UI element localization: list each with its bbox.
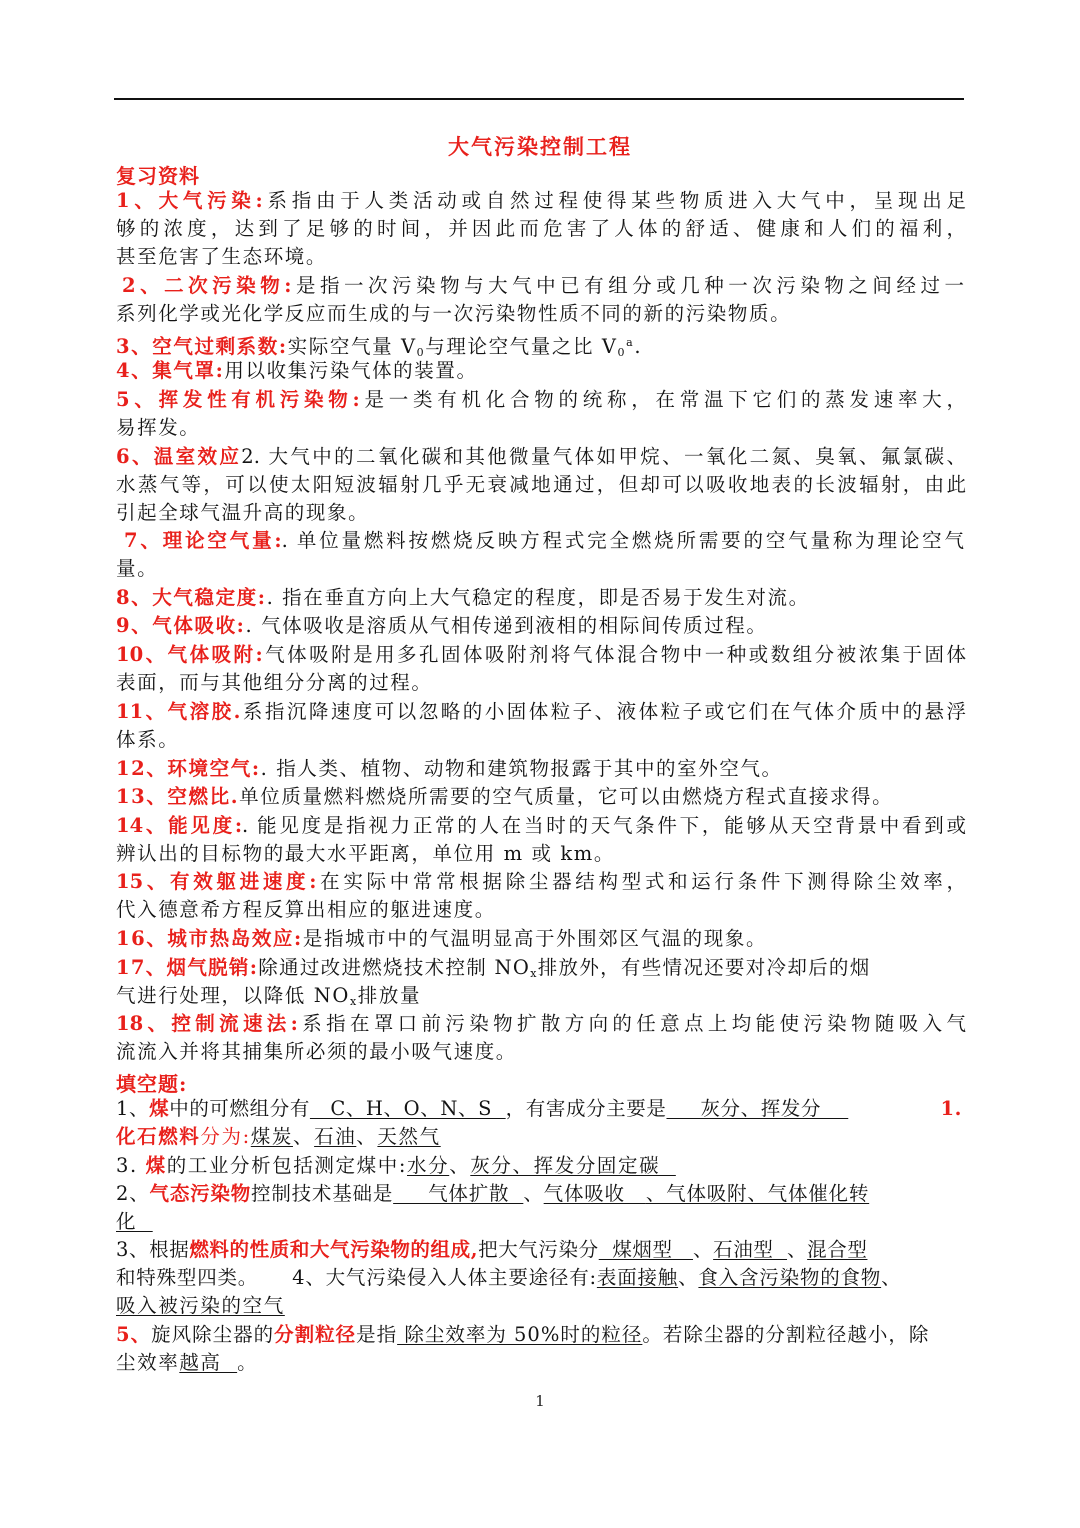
def-18-term: 18、控制流速法: — [116, 1012, 298, 1035]
fill-q3-line-1: 3. 煤的工业分析包括测定煤中:水分、灰分、挥发分固定碳 — [116, 1154, 676, 1177]
fill-q1-line-1: 1、煤中的可燃组分有 C、H、O、N、S ，有害成分主要是 灰分、挥发分 1. — [116, 1097, 962, 1120]
fill-q5-line-1: 5、旋风除尘器的分割粒径是指 除尘效率为 50%时的粒径。若除尘器的分割粒径越小，除 — [116, 1323, 930, 1346]
def-5-line-2: 易挥发。 — [116, 416, 201, 439]
def-6-line-2: 水蒸气等，可以使太阳短波辐射几乎无衰减地通过，但却可以吸收地表的长波辐射，由此 — [116, 473, 966, 496]
def-15-line-1: 15、有效躯进速度:在实际中常常根据除尘器结构型式和运行条件下测得除尘效率， — [116, 870, 966, 893]
def-17-term: 17、烟气脱销: — [116, 956, 259, 979]
def-17-line-1: 17、烟气脱销:除通过改进燃烧技术控制 $NO_x$排放外，有些情况还要对冷却后的烟 — [116, 956, 871, 980]
def-3-term: 3、空气过剩系数: — [116, 335, 288, 358]
def-6-line-3: 引起全球气温升高的现象。 — [116, 501, 370, 524]
def-15-line-2: 代入德意希方程反算出相应的躯进速度。 — [116, 898, 496, 921]
def-16-term: 16、城市热岛效应: — [116, 927, 303, 950]
def-14-line-2: 辨认出的目标物的最大水平距离，单位用 m 或 km。 — [116, 842, 615, 865]
def-8-line-1: 8、大气稳定度:. 指在垂直方向上大气稳定的程度，即是否易于发生对流。 — [116, 586, 810, 609]
def-2-term: 2、二次污染物: — [122, 274, 292, 297]
def-4-term: 4、集气罩: — [116, 359, 225, 382]
def-11-term: 11、气溶胶. — [116, 700, 241, 723]
fill-q2-line-2: 化 — [116, 1210, 153, 1233]
def-1-term: 1、大气污染: — [116, 189, 263, 212]
page-number: 1 — [535, 1392, 545, 1410]
def-1-line-3: 甚至危害了生态环境。 — [116, 245, 328, 268]
fill-q4-line-2: 吸入被污染的空气 — [116, 1294, 285, 1317]
def-7-line-2: 量。 — [116, 557, 159, 580]
def-6-line-1: 6、温室效应2. 大气中的二氧化碳和其他微量气体如甲烷、一氧化二氮、臭氧、氟氯碳、 — [116, 445, 966, 468]
def-13-term: 13、空燃比. — [116, 785, 240, 808]
page-title: 大气污染控制工程 — [448, 134, 632, 159]
def-2-line-1: 2、二次污染物:是指一次污染物与大气中已有组分或几种一次污染物之间经过一 — [122, 274, 964, 297]
def-18-line-1: 18、控制流速法:系指在罩口前污染物扩散方向的任意点上均能使污染物随吸入气 — [116, 1012, 966, 1035]
def-4-line-1: 4、集气罩:用以收集污染气体的装置。 — [116, 359, 478, 382]
def-17-line-2: 气进行处理，以降低 $NO_x$排放量 — [116, 984, 422, 1008]
def-8-term: 8、大气稳定度: — [116, 586, 267, 609]
fill-q4-line-1: 和特殊型四类。 4、大气污染侵入人体主要途径有:表面接触、食入含污染物的食物、 — [116, 1266, 902, 1289]
blank: 灰分、挥发分 — [666, 1097, 849, 1120]
header-rule — [114, 98, 964, 100]
review-heading: 复习资料 — [116, 164, 200, 188]
def-9-term: 9、气体吸收: — [116, 614, 246, 637]
def-1-line-1: 1、大气污染:系指由于人类活动或自然过程使得某些物质进入大气中，呈现出足 — [116, 189, 966, 212]
def-9-line-1: 9、气体吸收:. 气体吸收是溶质从气相传递到液相的相际间传质过程。 — [116, 614, 768, 637]
def-1-line-2: 够的浓度，达到了足够的时间，并因此而危害了人体的舒适、健康和人们的福利， — [116, 217, 966, 240]
def-15-term: 15、有效躯进速度: — [116, 870, 317, 893]
def-12-term: 12、环境空气: — [116, 757, 261, 780]
def-14-line-1: 14、能见度:. 能见度是指视力正常的人在当时的天气条件下，能够从天空背景中看到或 — [116, 814, 966, 837]
def-10-line-2: 表面，而与其他组分分离的过程。 — [116, 671, 433, 694]
def-6-term: 6、温室效应 — [116, 445, 242, 468]
def-7-line-1: 7、理论空气量:. 单位量燃料按燃烧反映方程式完全燃烧所需要的空气量称为理论空气 — [124, 529, 964, 552]
fill-q3b-line-1: 3、根据燃料的性质和大气污染物的组成,把大气污染分 煤烟型 、石油型 、混合型 — [116, 1238, 868, 1261]
def-14-term: 14、能见度: — [116, 814, 243, 837]
def-10-line-1: 10、气体吸附:气体吸附是用多孔固体吸附剂将气体混合物中一种或数组分被浓集于固体 — [116, 643, 966, 666]
def-18-line-2: 流流入并将其捕集所必须的最小吸气速度。 — [116, 1040, 517, 1063]
def-10-term: 10、气体吸附: — [116, 643, 263, 666]
blank: C、H、O、N、S — [309, 1097, 506, 1120]
def-16-line-1: 16、城市热岛效应:是指城市中的气温明显高于外围郊区气温的现象。 — [116, 927, 768, 950]
def-3-line-1: 3、空气过剩系数:实际空气量 $V_0$与理论空气量之比 $V_0^a$. — [116, 335, 643, 359]
def-11-line-1: 11、气溶胶.系指沉降速度可以忽略的小固体粒子、液体粒子或它们在气体介质中的悬浮 — [116, 700, 966, 723]
def-5-line-1: 5、挥发性有机污染物:是一类有机化合物的统称，在常温下它们的蒸发速率大， — [116, 388, 966, 411]
def-2-line-2: 系列化学或光化学反应而生成的与一次污染物性质不同的新的污染物质。 — [116, 302, 792, 325]
def-13-line-1: 13、空燃比.单位质量燃料燃烧所需要的空气质量，它可以由燃烧方程式直接求得。 — [116, 785, 894, 808]
fill-q2-line-1: 2、气态污染物控制技术基础是 气体扩散 、气体吸收 、气体吸附、气体催化转 — [116, 1182, 870, 1205]
fill-q1-line-2: 化石燃料分为:煤炭、石油、天然气 — [116, 1125, 441, 1148]
def-7-term: 7、理论空气量: — [124, 529, 282, 552]
def-11-line-2: 体系。 — [116, 728, 180, 751]
def-5-term: 5、挥发性有机污染物: — [116, 388, 360, 411]
def-12-line-1: 12、环境空气:. 指人类、植物、动物和建筑物报露于其中的室外空气。 — [116, 757, 783, 780]
fill-heading: 填空题: — [116, 1072, 188, 1096]
fill-q5-line-2: 尘效率越高 。 — [116, 1351, 259, 1374]
